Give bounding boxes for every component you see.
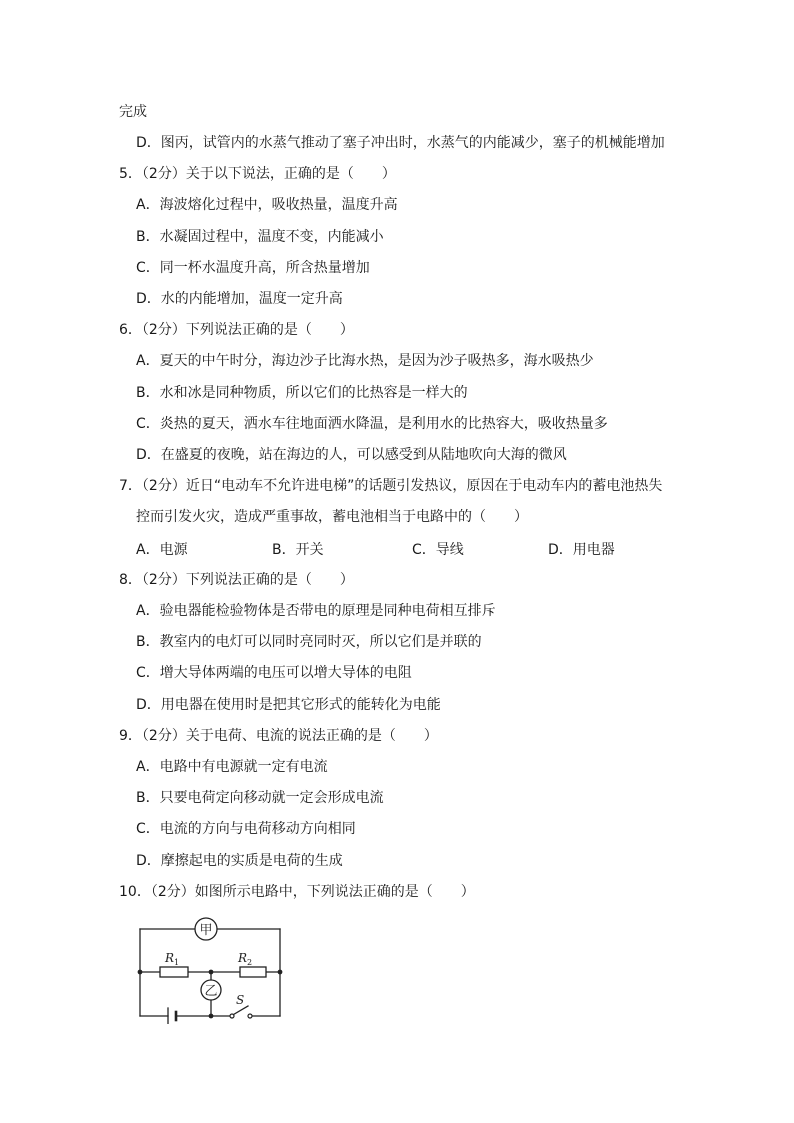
battery-icon <box>168 1008 176 1024</box>
q7-option-a: A．电源 <box>136 542 188 558</box>
q5-option-d: D．水的内能增加，温度一定升高 <box>136 291 343 307</box>
q8-stem: 8．（2分）下列说法正确的是（ ） <box>119 572 354 588</box>
q6-option-b: B．水和冰是同种物质，所以它们的比热容是一样大的 <box>136 385 468 401</box>
q10-stem: 10．（2分）如图所示电路中，下列说法正确的是（ ） <box>119 884 475 900</box>
resistor-r1-icon <box>160 967 188 977</box>
q7-option-b: B．开关 <box>272 542 324 558</box>
resistor-r2-icon <box>240 967 266 977</box>
circuit-diagram <box>132 912 292 1024</box>
q9-option-d: D．摩擦起电的实质是电荷的生成 <box>136 853 343 869</box>
q6-option-d: D．在盛夏的夜晚，站在海边的人，可以感受到从陆地吹向大海的微风 <box>136 447 567 463</box>
q7-option-c: C．导线 <box>412 542 464 558</box>
junction-dot <box>278 970 283 975</box>
resistor-r1-label: $R_1$ <box>165 951 180 967</box>
junction-dot <box>138 970 143 975</box>
switch-label: S <box>236 993 245 1007</box>
q6-option-c: C．炎热的夏天，洒水车往地面洒水降温，是利用水的比热容大，吸收热量多 <box>136 416 608 432</box>
q9-option-c: C．电流的方向与电荷移动方向相同 <box>136 821 356 837</box>
junction-dot <box>209 1014 214 1019</box>
q9-option-a: A．电路中有电源就一定有电流 <box>136 759 328 775</box>
junction-dot <box>209 970 214 975</box>
q5-option-c: C．同一杯水温度升高，所含热量增加 <box>136 260 370 276</box>
switch-icon <box>230 1006 252 1018</box>
meter-jia-label: 甲 <box>199 923 213 938</box>
q7-stem-line2: 控而引发火灾，造成严重事故，蓄电池相当于电路中的（ ） <box>136 509 528 525</box>
q8-option-b: B．教室内的电灯可以同时亮同时灭，所以它们是并联的 <box>136 634 482 650</box>
q7-stem-line1: 7．（2分）近日“电动车不允许进电梯”的话题引发热议，原因在于电动车内的蓄电池热失 <box>119 478 663 494</box>
q7-option-d: D．用电器 <box>548 542 615 558</box>
meter-yi-label: 乙 <box>204 984 218 999</box>
resistor-r2-label: $R_2$ <box>238 951 253 967</box>
q8-option-a: A．验电器能检验物体是否带电的原理是同种电荷相互排斥 <box>136 603 496 619</box>
q5-option-a: A．海波熔化过程中，吸收热量，温度升高 <box>136 197 398 213</box>
q6-option-a: A．夏天的中午时分，海边沙子比海水热，是因为沙子吸热多，海水吸热少 <box>136 353 594 369</box>
q4-option-d: D．图丙，试管内的水蒸气推动了塞子冲出时，水蒸气的内能减少，塞子的机械能增加 <box>136 135 665 151</box>
q8-option-d: D．用电器在使用时是把其它形式的能转化为电能 <box>136 697 441 713</box>
q5-stem: 5．（2分）关于以下说法，正确的是（ ） <box>119 166 396 182</box>
q9-stem: 9．（2分）关于电荷、电流的说法正确的是（ ） <box>119 728 438 744</box>
q5-option-b: B．水凝固过程中，温度不变，内能减小 <box>136 229 384 245</box>
q8-option-c: C．增大导体两端的电压可以增大导体的电阻 <box>136 665 412 681</box>
continued-text: 完成 <box>119 104 147 120</box>
q6-stem: 6．（2分）下列说法正确的是（ ） <box>119 322 354 338</box>
q9-option-b: B．只要电荷定向移动就一定会形成电流 <box>136 790 384 806</box>
